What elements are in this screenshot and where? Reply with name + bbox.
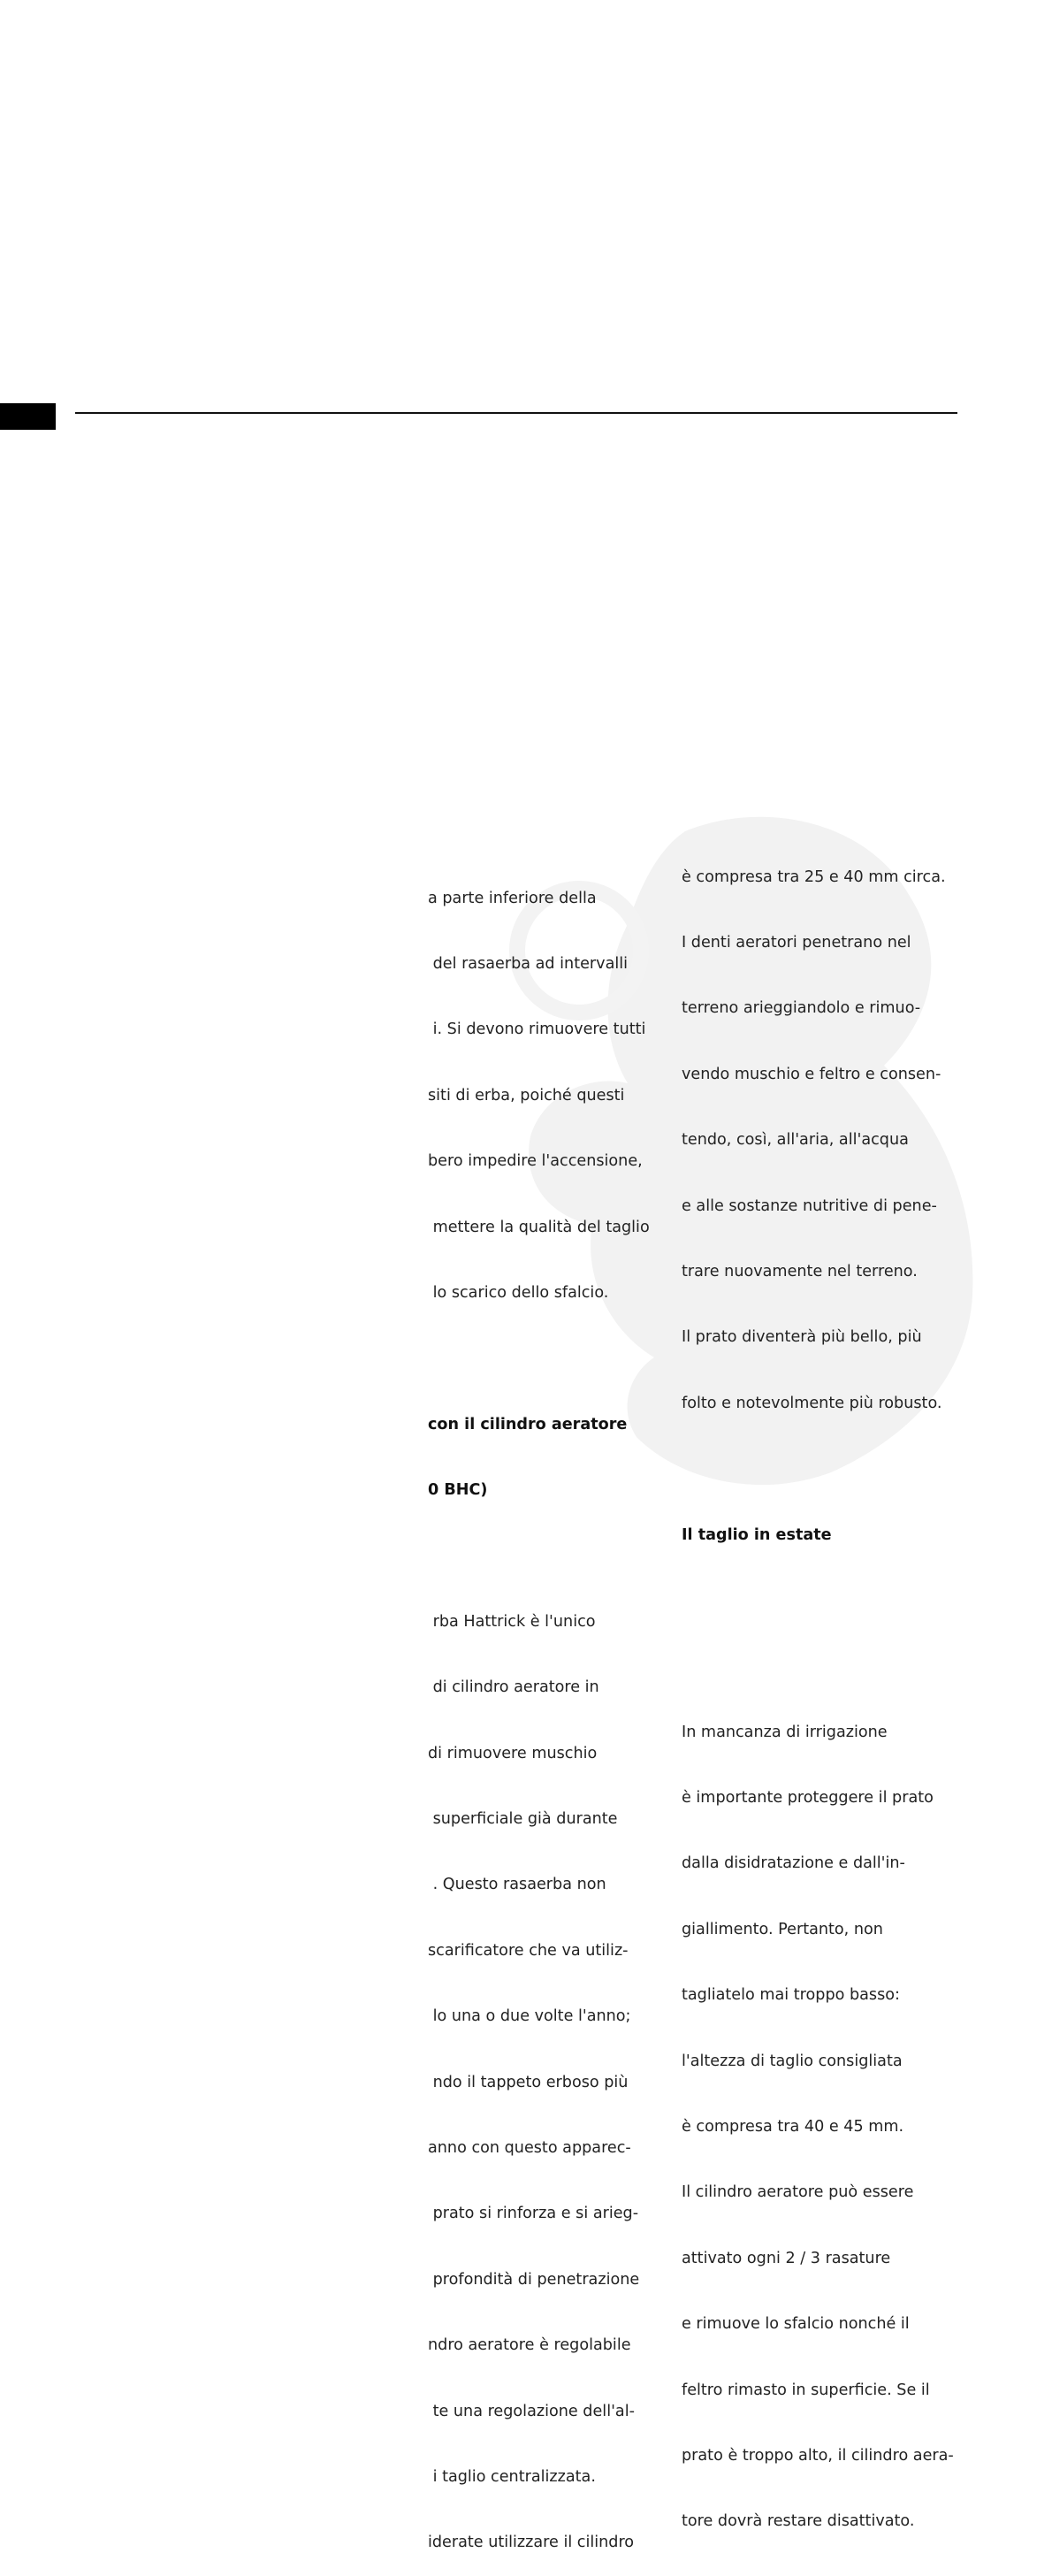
text-line: a parte inferiore della (428, 889, 597, 907)
text-line: giallimento. Pertanto, non (682, 1920, 883, 1938)
section-heading: 0 BHC) (428, 1481, 488, 1500)
page-tab-marker (0, 403, 56, 430)
text-line: è importante proteggere il prato (682, 1789, 934, 1808)
text-line: In mancanza di irrigazione (682, 1723, 888, 1741)
paragraph-gap (682, 1655, 964, 1678)
text-line: siti di erba, poiché questi (428, 1086, 625, 1105)
paragraph-gap (682, 1458, 964, 1480)
text-line: i. Si devono rimuovere tutti (428, 1020, 646, 1039)
text-line: superficiale già durante (428, 1810, 618, 1829)
text-line: mettere la qualità del taglio (428, 1218, 650, 1236)
text-line: tagliatelo mai troppo basso: (682, 1986, 900, 2005)
paragraph-gap (682, 1590, 964, 1612)
text-line: iderate utilizzare il cilindro (428, 2534, 635, 2552)
text-line: folto e notevolmente più robusto. (682, 1394, 942, 1412)
text-line: lo scarico dello sfalcio. (428, 1283, 609, 1302)
text-line: attivato ogni 2 / 3 rasature (682, 2249, 891, 2267)
text-line: e alle sostanze nutritive di pene- (682, 1196, 937, 1215)
section-heading: con il cilindro aeratore (428, 1415, 628, 1433)
paragraph-gap (428, 1546, 659, 1568)
text-line: prato si rinforza e si arieg- (428, 2205, 639, 2223)
text-line: tendo, così, all'aria, all'acqua (682, 1131, 909, 1150)
text-line: i taglio centralizzata. (428, 2467, 596, 2486)
text-line: dalla disidratazione e dall'in- (682, 1854, 905, 1873)
paragraph-gap (428, 1348, 659, 1370)
text-line: di cilindro aeratore in (428, 1678, 599, 1697)
text-line: trare nuovamente nel terreno. (682, 1262, 918, 1280)
text-line: I denti aeratori penetrano nel (682, 933, 911, 952)
left-text-column (428, 844, 659, 2576)
text-line: Il cilindro aeratore può essere (682, 2183, 914, 2202)
text-line: feltro rimasto in superficie. Se il (682, 2381, 930, 2399)
text-line: ndro aeratore è regolabile (428, 2336, 631, 2355)
text-line: anno con questo apparec- (428, 2139, 631, 2158)
text-line: è compresa tra 40 e 45 mm. (682, 2118, 904, 2136)
section-heading: Il taglio in estate (682, 1525, 832, 1544)
text-line: Il prato diventerà più bello, più (682, 1328, 922, 1347)
text-line: e rimuove lo sfalcio nonché il (682, 2315, 910, 2334)
text-line: profondità di penetrazione (428, 2270, 640, 2289)
text-line: tore dovrà restare disattivato. (682, 2512, 915, 2531)
text-line: è compresa tra 25 e 40 mm circa. (682, 868, 946, 886)
text-line: di rimuovere muschio (428, 1744, 598, 1762)
text-line: del rasaerba ad intervalli (428, 954, 629, 973)
text-line: prato è troppo alto, il cilindro aera- (682, 2446, 954, 2465)
text-line: rba Hattrick è l'unico (428, 1612, 596, 1631)
text-line: lo una o due volte l'anno; (428, 2007, 631, 2026)
text-line: l'altezza di taglio consigliata (682, 2052, 903, 2070)
text-line: . Questo rasaerba non (428, 1876, 606, 1894)
text-line: vendo muschio e feltro e consen- (682, 1065, 941, 1083)
text-line: te una regolazione dell'al- (428, 2402, 635, 2420)
text-line: terreno arieggiandolo e rimuo- (682, 999, 921, 1018)
header-rule (75, 412, 957, 414)
text-line: bero impedire l'accensione, (428, 1152, 643, 1171)
right-text-column (682, 822, 964, 2555)
text-line: ndo il tappeto erboso più (428, 2073, 629, 2091)
text-line: scarificatore che va utiliz- (428, 1941, 629, 1960)
